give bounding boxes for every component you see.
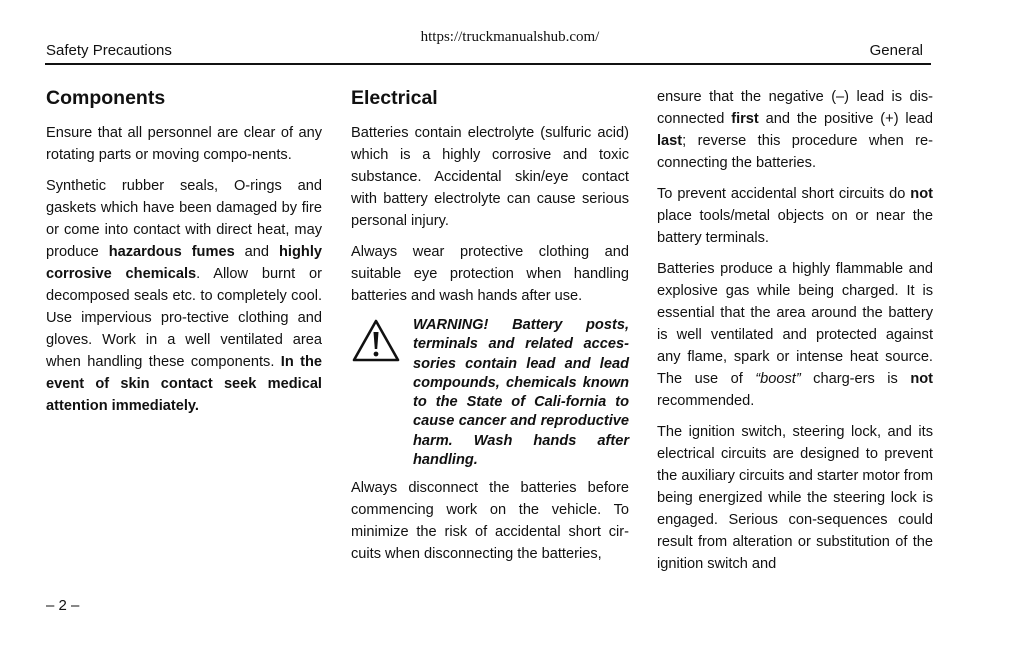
text-run: and the positive (+) lead — [758, 111, 933, 127]
warning-text: WARNING! Battery posts, terminals and related acces-sories contain lead and lead compounds, chemicals known to the State of Cali-fornia to cause cancer and reproductive harm. Wash hands after handling. — [413, 317, 629, 469]
warning-block — [351, 316, 629, 470]
text-run: charg-ers is — [800, 371, 911, 387]
continued-paragraph-4: The ignition switch, steering lock, and its electrical circuits are designed to prevent the auxiliary circuits and starter motor from being energized while the steering lock is engaged. Serious con-sequences could result from alteration or substitution of the ignition switch and — [657, 424, 933, 572]
column-electrical-continued — [657, 86, 933, 584]
column-components — [46, 86, 322, 426]
electrical-paragraph-2: Always wear protective clothing and suitable eye protection when handling batteries and wash hands after use. — [351, 244, 629, 304]
continued-paragraph-3 — [657, 258, 933, 412]
components-paragraph-2 — [46, 175, 322, 417]
text-run: and — [234, 244, 280, 260]
bold-run: not — [910, 186, 933, 202]
components-paragraph-1: Ensure that all personnel are clear of any rotating parts or moving compo-nents. — [46, 125, 322, 163]
electrical-heading: Electrical — [351, 87, 438, 109]
warning-triangle-icon — [351, 316, 413, 470]
chapter-header: General — [869, 42, 923, 59]
components-heading: Components — [46, 87, 166, 109]
header-rule — [45, 63, 931, 65]
text-run: To prevent accidental short circuits do — [657, 186, 911, 202]
continued-paragraph-1 — [657, 86, 933, 174]
italic-run: “boost” — [755, 371, 801, 387]
text-run: ensure that the negative (–) lead is dis-connected — [657, 89, 933, 127]
electrical-paragraph-1: Batteries contain electrolyte (sulfuric acid) which is a highly corrosive and toxic substance. Accidental skin/eye contact with battery electrolyte can cause serious personal injury. — [351, 125, 629, 229]
text-run: ; reverse this procedure when re-connecting the batteries. — [657, 133, 933, 171]
text-run: . Allow burnt or decomposed seals etc. to completely cool. Use impervious pro-tective clothing and gloves. Work in a well ventilated area when handling these components. — [46, 266, 322, 370]
bold-run: hazardous fumes — [108, 244, 235, 260]
text-run: recommended. — [657, 393, 755, 409]
bold-run: highly corrosive chemicals — [46, 244, 322, 282]
text-run: Batteries produce a highly flammable and explosive gas while being charged. It is essential that the area around the battery is well ventilated and protected against any flame, spark or intense heat source. The use of — [657, 261, 933, 387]
text-run: Synthetic rubber seals, O-rings and gaskets which have been damaged by fire or come into contact with direct heat, may produce — [46, 178, 322, 260]
section-header: Safety Precautions — [46, 42, 172, 59]
continued-paragraph-2 — [657, 183, 933, 249]
column-electrical — [351, 86, 629, 574]
source-url: https://truckmanualshub.com/ — [420, 29, 600, 45]
bold-run: In the event of skin contact seek medical attention immediately. — [46, 354, 322, 414]
bold-run: last — [657, 133, 683, 149]
page-number: – 2 – — [46, 597, 80, 614]
bold-run: not — [910, 371, 934, 387]
text-run: place tools/metal objects on or near the battery terminals. — [657, 208, 933, 246]
electrical-paragraph-3: Always disconnect the batteries before commencing work on the vehicle. To minimize the risk of accidental short cir-cuits when disconnecting the batteries, — [351, 480, 629, 563]
bold-run: first — [731, 111, 759, 127]
